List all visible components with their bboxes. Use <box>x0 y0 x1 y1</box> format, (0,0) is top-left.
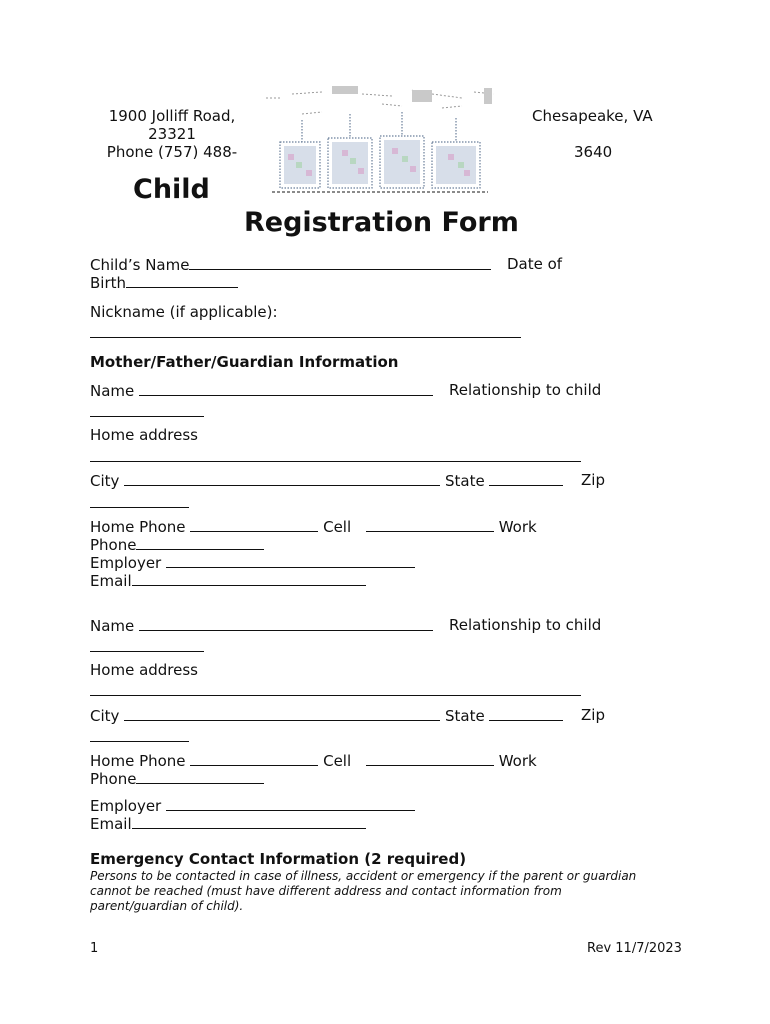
church-logo-icon <box>262 84 498 200</box>
g1-work-phone-field[interactable] <box>136 535 264 550</box>
address-line2: 23321 <box>148 125 196 143</box>
g2-state-field[interactable] <box>489 706 563 721</box>
g2-phone-row <box>90 751 537 770</box>
g2-work-phone-field[interactable] <box>136 769 264 784</box>
g1-zip-label: Zip <box>581 471 605 489</box>
g2-employer-label: Employer <box>90 797 162 815</box>
g1-employer-label: Employer <box>90 554 162 572</box>
g1-city-field[interactable] <box>124 471 440 486</box>
g2-employer-field[interactable] <box>166 796 415 811</box>
g2-city-field[interactable] <box>124 706 440 721</box>
dob-label-a: Date of <box>507 255 563 273</box>
child-name-label: Child’s Name <box>90 256 190 274</box>
page-title: Registration Form <box>244 207 519 238</box>
g1-email-row <box>90 571 366 590</box>
g1-work-phone-row <box>90 535 264 554</box>
g1-city-row <box>90 471 563 490</box>
g1-work-label: Work <box>498 518 537 536</box>
g2-zip-label: Zip <box>581 706 605 724</box>
g2-work-label: Work <box>498 752 537 770</box>
g2-cell-field[interactable] <box>366 751 494 766</box>
g2-cell-label: Cell <box>323 752 352 770</box>
emergency-note-line2: cannot be reached (must have different address and contact information from <box>90 884 562 898</box>
g2-email-field[interactable] <box>132 814 366 829</box>
g2-relationship-field[interactable] <box>90 651 204 652</box>
g1-city-label: City <box>90 472 120 490</box>
city-right: Chesapeake, VA <box>532 107 653 125</box>
g2-email-label: Email <box>90 815 132 833</box>
g2-name-field[interactable] <box>139 616 433 631</box>
g2-name-row <box>90 616 433 635</box>
dob-field[interactable] <box>126 273 238 288</box>
g2-city-label: City <box>90 707 120 725</box>
g1-home-phone-label: Home Phone <box>90 518 186 536</box>
g2-phone-label: Phone <box>90 770 137 788</box>
address-line1: 1900 Jolliff Road, <box>108 107 236 125</box>
g1-email-field[interactable] <box>132 571 366 586</box>
nickname-field[interactable] <box>90 337 521 338</box>
nickname-label: Nickname (if applicable): <box>90 303 278 321</box>
g1-state-field[interactable] <box>489 471 563 486</box>
dob-label-b: Birth <box>90 274 127 292</box>
g1-cell-label: Cell <box>323 518 352 536</box>
g1-name-label: Name <box>90 382 135 400</box>
emergency-heading: Emergency Contact Information (2 required) <box>90 850 467 868</box>
g1-state-label: State <box>444 472 485 490</box>
g1-name-field[interactable] <box>139 381 433 396</box>
emergency-note-line1: Persons to be contacted in case of illness, accident or emergency if the parent or guardian <box>90 869 637 883</box>
g2-employer-row <box>90 796 415 815</box>
child-name-row <box>90 255 491 274</box>
g1-email-label: Email <box>90 572 132 590</box>
g1-relationship-field[interactable] <box>90 416 204 417</box>
g2-name-label: Name <box>90 617 135 635</box>
revision-date: Rev 11/7/2023 <box>587 941 682 956</box>
g2-relationship-label: Relationship to child <box>449 616 602 634</box>
g2-state-label: State <box>444 707 485 725</box>
g1-phone-label: Phone <box>90 536 137 554</box>
g2-home-address-label: Home address <box>90 661 198 679</box>
g1-zip-field[interactable] <box>90 507 189 508</box>
g1-relationship-label: Relationship to child <box>449 381 602 399</box>
dob-row <box>90 273 238 292</box>
g2-zip-field[interactable] <box>90 741 189 742</box>
g1-home-address-field[interactable] <box>90 461 581 462</box>
emergency-note-line3: parent/guardian of child). <box>90 899 244 913</box>
child-name-field[interactable] <box>189 255 491 270</box>
phone-left: Phone (757) 488- <box>106 143 238 161</box>
g1-home-phone-field[interactable] <box>190 517 318 532</box>
g2-home-phone-label: Home Phone <box>90 752 186 770</box>
g1-employer-field[interactable] <box>166 553 415 568</box>
page-number: 1 <box>90 941 99 956</box>
g1-home-address-label: Home address <box>90 426 198 444</box>
title-line1: Child <box>133 174 210 205</box>
g1-name-row <box>90 381 433 400</box>
g1-cell-field[interactable] <box>366 517 494 532</box>
g2-work-phone-row <box>90 769 264 788</box>
g2-city-row <box>90 706 563 725</box>
g1-phone-row <box>90 517 537 536</box>
phone-right: 3640 <box>574 143 613 161</box>
g1-employer-row <box>90 553 415 572</box>
g2-email-row <box>90 814 366 833</box>
g2-home-phone-field[interactable] <box>190 751 318 766</box>
guardian-heading: Mother/Father/Guardian Information <box>90 353 399 371</box>
g2-home-address-field[interactable] <box>90 695 581 696</box>
